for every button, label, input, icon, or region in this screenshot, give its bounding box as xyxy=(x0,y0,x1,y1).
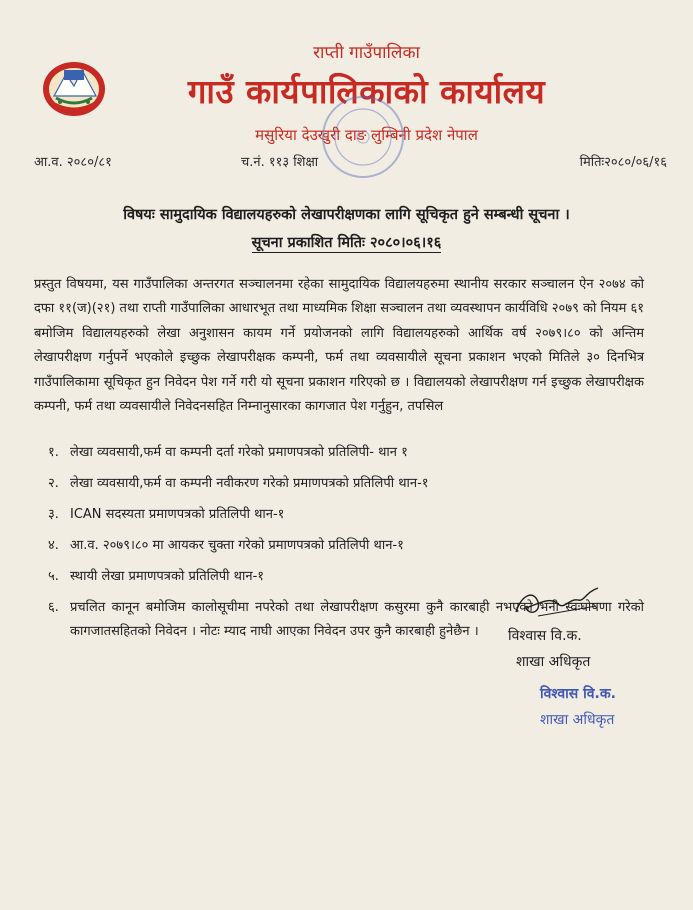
list-item xyxy=(34,503,644,527)
list-item-number: १. xyxy=(48,445,59,460)
name-stamp-title: शाखा अधिकृत xyxy=(540,712,615,728)
name-stamp-name: विश्वास वि.क. xyxy=(540,686,616,702)
signature-icon xyxy=(508,582,608,622)
signatory-title: शाखा अधिकृत xyxy=(516,654,591,670)
municipality-name: राप्ती गाउँपालिका xyxy=(313,43,420,63)
list-item-text: प्रचलित कानून बमोजिम कालोसूचीमा नपरेको तथा लेखापरीक्षण कसुरमा कुनै कारबाही नभएको भनी स्वःघोषणा गरेको कागजातसहितको निवेदन । नोटः म्याद नाघी आएका निवेदन उपर कुनै कारबाही हुनेछैन । xyxy=(70,600,644,640)
fiscal-year: आ.व. २०८०/८१ xyxy=(34,155,112,170)
list-item-number: २. xyxy=(48,476,59,492)
notice-body: प्रस्तुत विषयमा, यस गाउँपालिका अन्तरगत सञ्चालनमा रहेका सामुदायिक विद्यालयहरुमा स्थानीय सरकार सञ्चालन ऐन २०७४ को दफा ११(ज)(२१) तथा राप्ती गाउँपालिका आधारभूत तथा माध्यमिक शिक्षा सञ्चालन तथा व्यवस्थापन कार्यविधि २०७९ को नियम ६१ बमोजिम विद्यालयहरुको लेखा अनुशासन कायम गर्ने प्रयोजनको लागि विद्यालयहरुको आर्थिक वर्ष २०७९।८० को अन्तिम लेखापरीक्षण गर्नुपर्ने भएकोले इच्छुक लेखापरीक्षक कम्पनी, फर्म तथा व्यवसायीले सूचना प्रकाशन भएको मितिले ३० दिनभित्र गाउँपालिकामा सूचिकृत हुन निवेदन पेश गर्ने गरी यो सूचना प्रकाशन गरिएको छ । विद्यालयको लेखापरीक्षण गर्न इच्छुक लेखापरीक्षक कम्पनी, फर्म तथा व्यवसायीले निवेदनसहित निम्नानुसारका कागजात पेश गर्नुहुन, तपसिल xyxy=(34,277,645,415)
list-item-text: आ.व. २०७९।८० मा आयकर चुक्ता गरेको प्रमाणपत्रको प्रतिलिपी थान-१ xyxy=(70,538,404,554)
list-item-number: ६. xyxy=(48,600,59,616)
list-item-text: ICAN सदस्यता प्रमाणपत्रको प्रतिलिपी थान-१ xyxy=(70,507,285,523)
office-title: गाउँ कार्यपालिकाको कार्यालय xyxy=(187,72,546,111)
list-item xyxy=(34,441,644,465)
list-item-number: ३. xyxy=(48,507,59,523)
letter-date: मितिः२०८०/०६/१६ xyxy=(579,155,667,170)
list-item xyxy=(34,534,644,558)
published-date: सूचना प्रकाशित मितिः २०८०।०६।१६ xyxy=(251,235,442,251)
list-item-number: ४. xyxy=(48,538,59,554)
reference-number: च.नं. ११३ शिक्षा xyxy=(241,155,319,170)
list-item-number: ५. xyxy=(48,569,59,585)
list-item xyxy=(34,472,644,496)
list-item-text: स्थायी लेखा प्रमाणपत्रको प्रतिलिपी थान-१ xyxy=(70,569,265,585)
office-address: मसुरिया देउखुरी दाङ लुम्बिनी प्रदेश नेपाल xyxy=(255,126,478,144)
list-item-text: लेखा व्यवसायी,फर्म वा कम्पनी नवीकरण गरेको प्रमाणपत्रको प्रतिलिपी थान-१ xyxy=(70,476,429,492)
published-date-line xyxy=(0,232,693,252)
office-seal-icon xyxy=(318,92,408,182)
subject-line: विषयः सामुदायिक विद्यालयहरुको लेखापरीक्षणका लागि सूचिकृत हुने सम्बन्धी सूचना । xyxy=(123,207,570,223)
list-item-text: लेखा व्यवसायी,फर्म वा कम्पनी दर्ता गरेको प्रमाणपत्रको प्रतिलिपी- थान १ xyxy=(70,445,408,460)
signatory-name: विश्वास वि.क. xyxy=(508,628,582,644)
